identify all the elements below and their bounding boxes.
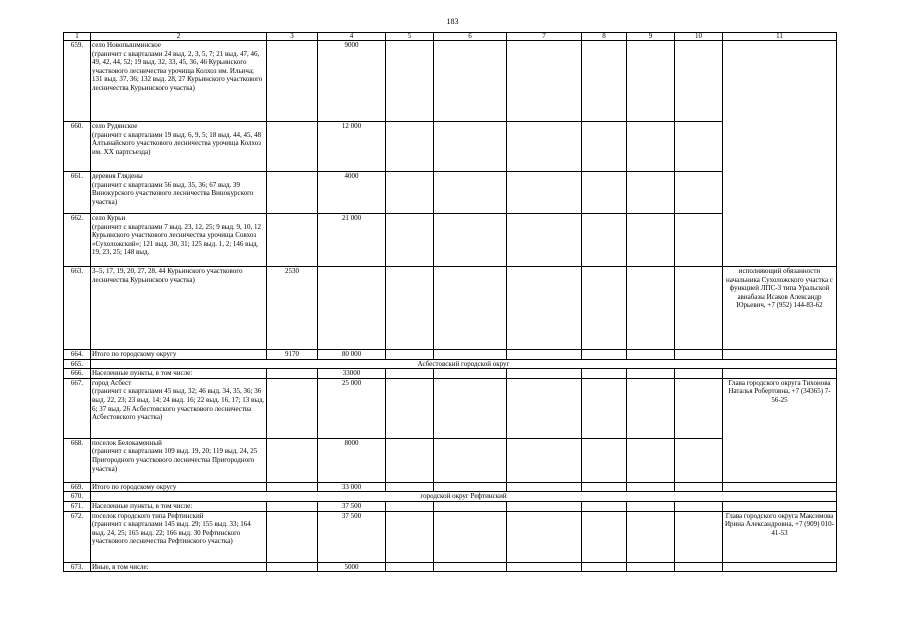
settlement-description: (граничит с кварталами 145 выд. 29; 155 выд. 33; 164 выд. 24, 25; 165 выд. 22; 166 выд. 30 Рефтинского участкового лесничества Рефтинского участка): [92, 520, 251, 546]
cell-7: [507, 122, 582, 172]
header-cell: 2: [91, 33, 267, 41]
cell-7: [507, 482, 582, 492]
area-value: 8000: [318, 438, 386, 482]
forest-area-value: 2530: [267, 267, 318, 350]
cell-9: [627, 41, 675, 122]
cell-6: [434, 378, 507, 438]
cell-9: [627, 438, 675, 482]
area-value: 21 000: [318, 214, 386, 267]
cell-6: [434, 501, 507, 511]
cell-8: [582, 482, 627, 492]
group-label: Населенные пункты, в том числе:: [91, 501, 267, 511]
cell-7: [507, 562, 582, 572]
settlement-description: (граничит с кварталами 109 выд. 19, 20; 119 выд. 24, 25 Пригородного участкового лесничества Пригородного участка): [92, 447, 258, 473]
cell-5: [386, 438, 434, 482]
settlement-cell: [91, 172, 267, 214]
table-row: [64, 378, 837, 438]
header-cell: 4: [318, 33, 386, 41]
cell-3: [267, 172, 318, 214]
table-row: [64, 350, 837, 360]
contact-cell: [723, 41, 837, 267]
responsible-contact: Глава городского округа Максимова Ирина Александровна, +7 (909) 010-41-53: [723, 511, 837, 562]
cell-9: [627, 172, 675, 214]
cell-5: [386, 214, 434, 267]
area-value: 37 500: [318, 501, 386, 511]
cell-11: [723, 482, 837, 492]
cell-8: [582, 369, 627, 379]
cell-10: [675, 369, 723, 379]
cell-6: [434, 438, 507, 482]
cell-8: [582, 350, 627, 360]
total-label: Итого по городскому округу: [91, 482, 267, 492]
cell-10: [675, 562, 723, 572]
cell-8: [582, 267, 627, 350]
cell-5: [386, 267, 434, 350]
settlement-name: село Новопышминское: [92, 41, 161, 49]
cell-6: [434, 562, 507, 572]
cell-9: [627, 214, 675, 267]
cell-8: [582, 41, 627, 122]
settlement-name: деревня Глядены: [92, 172, 143, 180]
settlement-description: (граничит с кварталами 7 выд. 23, 12, 25; 9 выд. 9, 10, 12 Курьинского участкового лесничества урочища Совхоз «Сухоложский»; 121 выд. 30, 31; 125 выд. 1, 2; 146 выд. 19, 23, 25; 148 выд.: [92, 222, 262, 257]
group-label: Населенные пункты, в том числе:: [91, 369, 267, 379]
cell-5: [386, 511, 434, 562]
settlement-cell: [91, 214, 267, 267]
total-label: Итого по городскому округу: [91, 350, 267, 360]
cell-3: [267, 482, 318, 492]
cell-10: [675, 214, 723, 267]
cell-7: [507, 172, 582, 214]
cell-10: [675, 350, 723, 360]
cell-10: [675, 501, 723, 511]
table-row: [64, 482, 837, 492]
area-value: 33 000: [318, 482, 386, 492]
cell-10: [675, 378, 723, 438]
row-number: 660.: [64, 122, 91, 172]
row-number: 664.: [64, 350, 91, 360]
table-row: [64, 214, 837, 267]
settlement-cell: [91, 122, 267, 172]
group-label: Иные, в том числе:: [91, 562, 267, 572]
settlement-name: поселок Белокаменный: [92, 438, 162, 447]
cell-3: [267, 511, 318, 562]
area-value: 33000: [318, 369, 386, 379]
header-cell: 1: [64, 33, 91, 41]
page-number: 183: [446, 17, 459, 26]
table-row: [64, 438, 837, 482]
header-cell: 9: [627, 33, 675, 41]
cell-5: [386, 378, 434, 438]
row-number: 665.: [64, 359, 91, 369]
cell-8: [582, 438, 627, 482]
cell-7: [507, 438, 582, 482]
settlement-cell: [91, 511, 267, 562]
table-row: [64, 369, 837, 379]
header-cell: 11: [723, 33, 837, 41]
section-row: [64, 359, 837, 369]
cell-8: [582, 562, 627, 572]
cell-7: [507, 369, 582, 379]
cell-6: [434, 214, 507, 267]
cell-10: [675, 482, 723, 492]
cell-7: [507, 501, 582, 511]
row-number: 662.: [64, 214, 91, 267]
header-cell: 8: [582, 33, 627, 41]
row-number: 663.: [64, 267, 91, 350]
settlement-description: (граничит с кварталами 45 выд. 32; 46 выд. 34, 35, 36; 36 выд. 22, 23; 23 выд. 14; 24 выд. 16; 22 выд. 16, 17; 13 выд. 6; 37 выд. 26 Асбестовского участкового лесничества Асбестовского участка): [92, 387, 265, 422]
cell-9: [627, 369, 675, 379]
cell-9: [627, 562, 675, 572]
area-value: 5000: [318, 562, 386, 572]
cell-6: [434, 122, 507, 172]
cell-8: [582, 511, 627, 562]
table-row: [64, 41, 837, 122]
forest-area-value: 9170: [267, 350, 318, 360]
cell-7: [507, 378, 582, 438]
cell-3: [267, 41, 318, 122]
cell-10: [675, 267, 723, 350]
settlement-name: город Асбест: [92, 378, 132, 387]
cell-3: [267, 438, 318, 482]
settlement-name: поселок городского типа Рефтинский: [92, 511, 204, 520]
cell-6: [434, 369, 507, 379]
row-number: 671.: [64, 501, 91, 511]
cell-5: [386, 369, 434, 379]
cell-3: [267, 501, 318, 511]
row-number: 661.: [64, 172, 91, 214]
row-number: 666.: [64, 369, 91, 379]
cell-6: [434, 172, 507, 214]
cell-6: [434, 350, 507, 360]
cell-7: [507, 267, 582, 350]
settlement-description: (граничит с кварталами 56 выд. 35, 36; 67 выд. 39 Винокурского участкового лесничества Винокурского участка): [92, 180, 254, 206]
header-cell: 10: [675, 33, 723, 41]
area-value: 37 500: [318, 511, 386, 562]
cell-3: [267, 562, 318, 572]
section-row: [64, 492, 837, 502]
cell-11: [723, 369, 837, 379]
area-value: 4000: [318, 172, 386, 214]
document-table: [63, 32, 837, 572]
cell-7: [507, 511, 582, 562]
cell-5: [386, 172, 434, 214]
cell-10: [675, 41, 723, 122]
cell-7: [507, 214, 582, 267]
row-number: 670.: [64, 492, 91, 502]
cell-10: [675, 122, 723, 172]
cell-5: [386, 350, 434, 360]
cell-9: [627, 511, 675, 562]
table-row: [64, 501, 837, 511]
cell-8: [582, 378, 627, 438]
cell-7: [507, 41, 582, 122]
header-cell: 6: [434, 33, 507, 41]
cell-8: [582, 122, 627, 172]
row-number: 669.: [64, 482, 91, 492]
cell-6: [434, 41, 507, 122]
cell-11: [723, 562, 837, 572]
row-number: 668.: [64, 438, 91, 482]
cell-3: [267, 214, 318, 267]
cell-3: [267, 122, 318, 172]
settlement-name: село Курьи: [92, 214, 126, 222]
cell-6: [434, 482, 507, 492]
cell-10: [675, 511, 723, 562]
cell-5: [386, 501, 434, 511]
cell-4: [318, 267, 386, 350]
cell-3: [267, 369, 318, 379]
cell-9: [627, 350, 675, 360]
table-row: [64, 562, 837, 572]
cell-6: [434, 511, 507, 562]
area-value: 25 000: [318, 378, 386, 438]
header-cell: 5: [386, 33, 434, 41]
cell-3: [267, 378, 318, 438]
settlement-description: 3–5, 17, 19, 20, 27, 28, 44 Курьинского участкового лесничества Курьинского участка): [91, 267, 267, 350]
row-number: 673.: [64, 562, 91, 572]
table-row: [64, 511, 837, 562]
table-row: [64, 122, 837, 172]
cell-8: [582, 501, 627, 511]
cell-6: [434, 267, 507, 350]
cell-9: [627, 501, 675, 511]
cell-5: [386, 122, 434, 172]
header-row: [64, 33, 837, 41]
settlement-cell: [91, 438, 267, 482]
cell-8: [582, 172, 627, 214]
section-title: Асбестовский городской округ: [91, 359, 837, 369]
cell-5: [386, 562, 434, 572]
area-value: 12 000: [318, 122, 386, 172]
settlement-cell: [91, 41, 267, 122]
cell-9: [627, 378, 675, 438]
cell-9: [627, 482, 675, 492]
cell-9: [627, 267, 675, 350]
settlement-description: (граничит с кварталами 19 выд. 6, 9, 5; 18 выд. 44, 45, 48 Алтынайского участкового лесничества урочища Колхоз им. XX партсъезда): [92, 130, 262, 156]
cell-5: [386, 482, 434, 492]
settlement-name: село Рудянское: [92, 122, 138, 130]
cell-7: [507, 350, 582, 360]
responsible-contact: Глава городского округа Тихонова Наталья Робертовна, +7 (34365) 7-56-25: [723, 378, 837, 482]
cell-8: [582, 214, 627, 267]
cell-10: [675, 172, 723, 214]
cell-10: [675, 438, 723, 482]
responsible-contact: исполняющий обязанности начальника Сухоложского участка с функцией ЛПС-3 типа Уральской авиабазы Исаков Александр Юрьевич, +7 (952) 144-83-62: [723, 267, 837, 350]
area-value: 9000: [318, 41, 386, 122]
area-value: 80 000: [318, 350, 386, 360]
row-number: 672.: [64, 511, 91, 562]
row-number: 667.: [64, 378, 91, 438]
header-cell: 7: [507, 33, 582, 41]
cell-11: [723, 501, 837, 511]
header-cell: 3: [267, 33, 318, 41]
row-number: 659.: [64, 41, 91, 122]
settlement-cell: [91, 378, 267, 438]
settlement-description: (граничит с кварталами 24 выд. 2, 3, 5, 7; 21 выд. 47, 46, 49, 42, 44, 52; 19 выд. 32, 33, 45, 36, 46 Курьинского участкового лесничества урочища Колхоз им. Ильича; 131 выд. 37, 36; 132 выд. 28, 27 Курьинского участкового лесничества Курьинского участка): [92, 49, 263, 92]
section-title: городской округ Рефтинский: [91, 492, 837, 502]
table-row: [64, 267, 837, 350]
cell-9: [627, 122, 675, 172]
table-row: [64, 172, 837, 214]
cell-5: [386, 41, 434, 122]
cell-11: [723, 350, 837, 360]
